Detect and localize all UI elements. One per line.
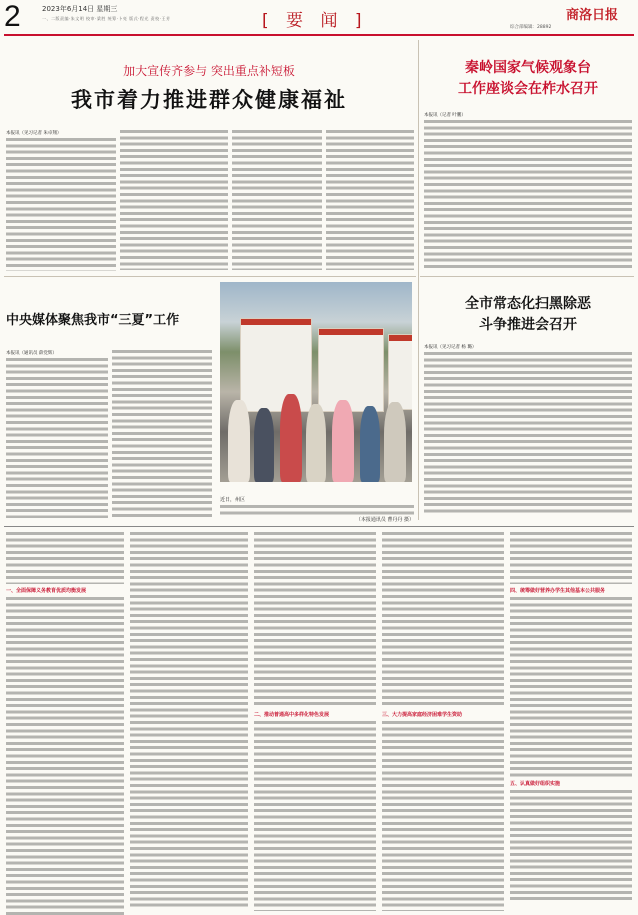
side-1-headline — [422, 58, 634, 100]
editor-credits: 一、二版责编·朱文明 校审·梁胜 统筹·卜亮 版式·程光 责校·王芳 — [42, 16, 171, 21]
bottom-subhead-3: 三、大力提高家庭经济困难学生资助 — [382, 712, 463, 718]
side-1-headline-line2: 工作座谈会在柞水召开 — [458, 81, 598, 97]
person — [254, 408, 274, 482]
lead-text-2 — [120, 130, 228, 270]
header-rule — [4, 34, 634, 36]
lead-headline: 我市着力推进群众健康福祉 — [71, 88, 347, 112]
side-1-text — [424, 120, 632, 270]
side-2-headline — [422, 294, 634, 336]
exhibit-board — [388, 334, 412, 410]
bottom-text-3b — [254, 721, 376, 911]
person — [360, 406, 380, 482]
section-title: [ 要 闻 ] — [262, 11, 368, 31]
bottom-text-3a — [254, 532, 376, 708]
mid-byline: 本报讯（通讯员 薛党辉） — [6, 351, 57, 356]
lead-text-4 — [326, 130, 414, 270]
bottom-text-5b — [510, 597, 632, 777]
side-2-byline: 本报讯（见习记者 杨 璐） — [424, 345, 477, 350]
bottom-divider — [4, 526, 634, 527]
bottom-column-3 — [254, 532, 376, 911]
mid-text-2 — [112, 350, 212, 518]
column-divider — [418, 40, 419, 520]
caption-credit: （本报通讯员 曹丹丹 摄） — [355, 517, 414, 523]
lead-text-1 — [6, 138, 116, 271]
bottom-subhead-1: 一、全面保障义务教育优质均衡发展 — [6, 588, 87, 594]
person — [306, 404, 326, 482]
mid-column-1 — [6, 350, 108, 518]
bottom-subhead-4: 四、统筹做好营养办学生其他基本公共服务 — [510, 588, 606, 594]
person — [384, 402, 406, 482]
bottom-column-4 — [382, 532, 504, 911]
bottom-text-1a — [6, 532, 124, 584]
newspaper-logo: 商洛日报 — [566, 8, 619, 23]
mid-text-1 — [6, 358, 108, 518]
editorial-contact: 综合部编辑：28892 — [510, 25, 552, 30]
side-divider — [420, 276, 634, 277]
bottom-text-1b — [6, 597, 124, 915]
photo-caption — [220, 486, 414, 525]
bottom-text-4b — [382, 721, 504, 911]
person — [332, 400, 354, 482]
lead-kicker: 加大宣传齐参与 突出重点补短板 — [123, 64, 295, 78]
side-1-body — [424, 112, 632, 270]
bottom-column-1 — [6, 532, 124, 915]
lead-byline: 本报讯（见习记者 朱卓翔） — [6, 131, 62, 136]
exhibit-board — [318, 328, 384, 412]
side-1-headline-line1: 秦岭国家气候观象台 — [465, 60, 591, 76]
side-1-byline: 本报讯（记者 叶鹏） — [424, 113, 466, 118]
side-2-headline-line2: 斗争推进会召开 — [479, 317, 577, 333]
mid-headline: 中央媒体聚焦我市“三夏”工作 — [6, 313, 180, 328]
page-number: 2 — [4, 0, 21, 33]
side-2-headline-line1: 全市常态化扫黑除恶 — [465, 296, 591, 312]
lead-column-1 — [6, 130, 116, 270]
bottom-text-4a — [382, 532, 504, 708]
caption-text: 近日，州区 — [220, 497, 246, 503]
news-photo — [220, 282, 412, 482]
bottom-subhead-2: 二、推动普通高中多样化特色发展 — [254, 712, 330, 718]
bottom-subhead-5: 五、认真做好组织实施 — [510, 781, 561, 787]
caption-filler — [220, 505, 414, 517]
bottom-text-2 — [130, 532, 248, 910]
bottom-text-5a — [510, 532, 632, 584]
exhibit-board — [240, 318, 312, 412]
mid-divider — [4, 276, 416, 277]
bottom-text-5c — [510, 790, 632, 900]
issue-date: 2023年6月14日 星期三 — [42, 5, 118, 13]
person — [228, 400, 250, 482]
side-2-text — [424, 352, 632, 514]
person — [280, 394, 302, 482]
lead-text-3 — [232, 130, 322, 270]
side-2-body — [424, 344, 632, 514]
bottom-column-5 — [510, 532, 632, 900]
